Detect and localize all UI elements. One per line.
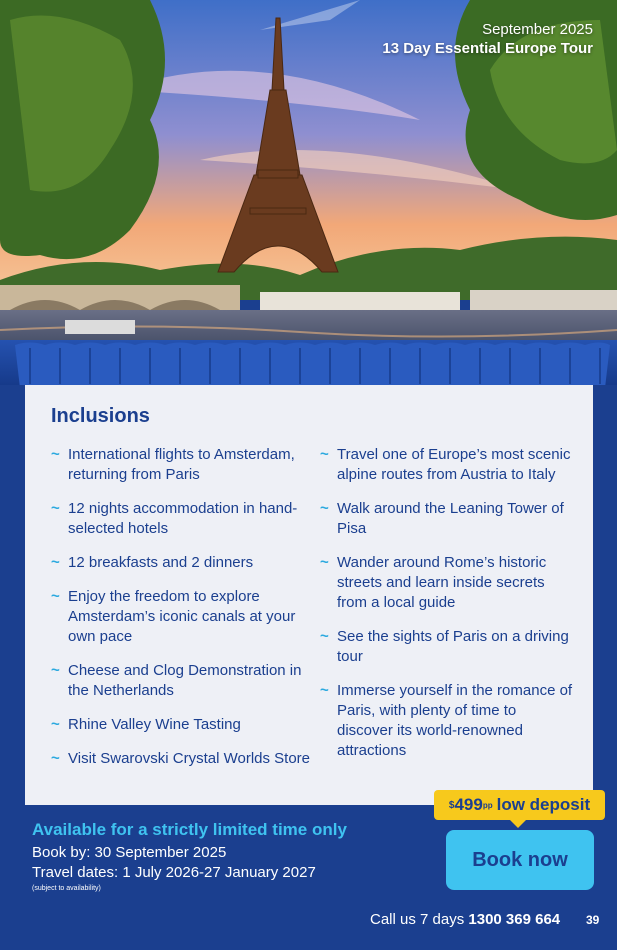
list-item: ~ 12 nights accommodation in hand-selected hotels [51,500,298,537]
tilde-bullet-icon: ~ [320,446,329,463]
phone-number[interactable]: 1300 369 664 [468,911,561,928]
tour-date: September 2025 [482,21,593,38]
tilde-bullet-icon: ~ [320,628,329,645]
page-number: 39 [586,913,600,927]
tilde-bullet-icon: ~ [51,554,60,571]
tilde-bullet-icon: ~ [51,716,60,733]
inclusions-title: Inclusions [51,405,150,427]
subject-note: (subject to availability) [32,885,101,892]
list-item: ~ Walk around the Leaning Tower of Pisa [320,500,564,537]
tilde-bullet-icon: ~ [51,750,60,767]
inclusions-card [25,385,593,805]
book-now-button[interactable]: Book now [446,830,594,890]
list-item: ~ Visit Swarovski Crystal Worlds Store [51,750,311,767]
tilde-bullet-icon: ~ [51,662,60,679]
tilde-bullet-icon: ~ [51,500,60,517]
header-block [382,20,593,58]
list-item: ~ Wander around Rome’s historic streets and learn inside secrets from a local guide [320,554,547,611]
list-item: ~ Travel one of Europe’s most scenic alpine routes from Austria to Italy [320,446,571,483]
tilde-bullet-icon: ~ [320,500,329,517]
deposit-amount: 499 [454,795,483,814]
list-item: ~ Enjoy the freedom to explore Amsterdam’s iconic canals at your own pace [51,588,296,645]
tilde-bullet-icon: ~ [51,446,60,463]
tilde-bullet-icon: ~ [320,554,329,571]
list-item: ~ Cheese and Clog Demonstration in the Netherlands [51,662,302,699]
list-item: ~ Immerse yourself in the romance of Paris, with plenty of time to discover its world-renowned attractions [320,682,573,759]
inclusions-left-column [51,445,311,783]
inclusions-right-column [320,445,575,775]
list-item: ~ See the sights of Paris on a driving tour [320,628,569,665]
deposit-symbol: $ [448,799,455,811]
tilde-bullet-icon: ~ [320,682,329,699]
list-item: ~ Rhine Valley Wine Tasting [51,716,241,733]
list-item: ~ International flights to Amsterdam, returning from Paris [51,446,295,483]
availability-headline: Available for a strictly limited time only [32,820,347,839]
deposit-badge [434,790,605,820]
book-by-date: Book by: 30 September 2025 [32,844,227,861]
hero-image [0,0,617,385]
deposit-label: low deposit [496,795,591,814]
travel-dates: Travel dates: 1 July 2026-27 January 2027 [32,864,316,881]
deposit-pp: pp [482,800,493,810]
call-text: Call us 7 days [370,911,465,928]
call-us-line [370,911,560,928]
tour-name: 13 Day Essential Europe Tour [382,40,593,57]
list-item: ~ 12 breakfasts and 2 dinners [51,554,254,571]
tilde-bullet-icon: ~ [51,588,60,605]
